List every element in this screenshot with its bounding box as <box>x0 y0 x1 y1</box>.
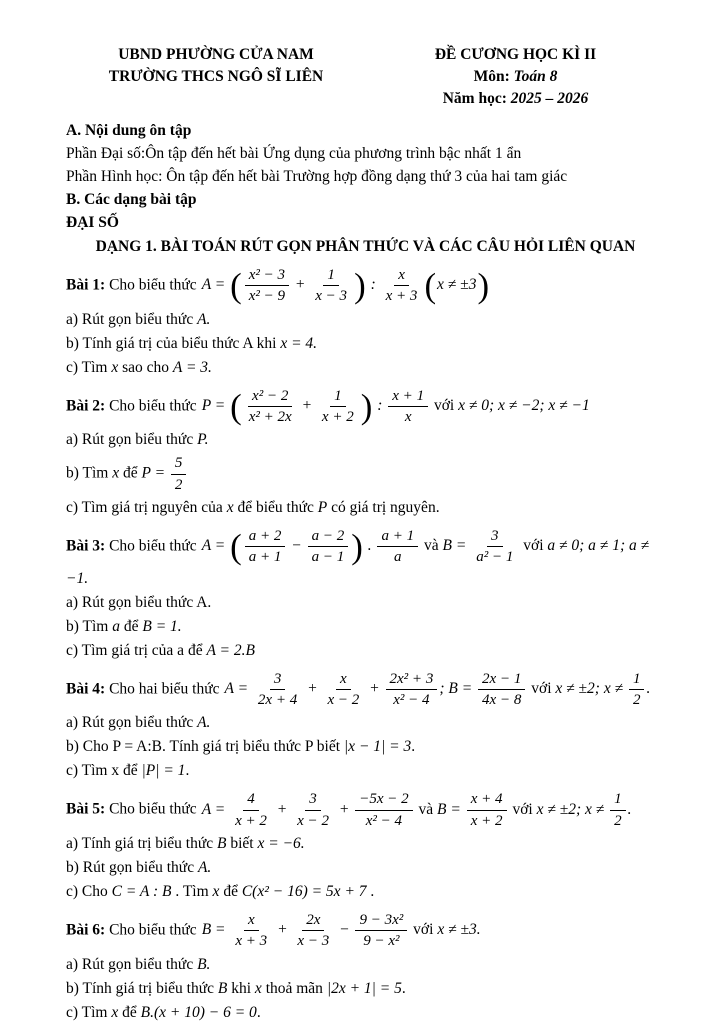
plain-text: . <box>185 762 190 780</box>
section-a-title: A. Nội dung ôn tập <box>66 122 192 139</box>
fraction: $\frac{\text{x² − 2}}{\text{x² + 2x}}$ <box>248 387 292 425</box>
problems <box>66 265 665 1024</box>
problem-item <box>66 881 665 903</box>
math-text: x <box>226 498 234 516</box>
plain-text: và <box>420 537 443 555</box>
plain-text: a) Tính giá trị biểu thức <box>66 834 218 852</box>
problem-statement <box>66 526 665 590</box>
problem-statement <box>66 669 665 711</box>
plain-text: b) Tính giá trị của biểu thức A khi <box>66 334 281 352</box>
plain-text: để <box>119 617 143 635</box>
math-text: P. <box>197 431 209 449</box>
math-text: + <box>291 276 310 294</box>
plain-text: b) Cho P = A:B. Tính giá trị biểu thức P biết <box>66 738 344 756</box>
math-text: P = <box>201 397 230 415</box>
fraction: $\frac{x}{x - 2}$ <box>327 670 360 708</box>
math-text: x <box>111 1003 119 1021</box>
problem-item <box>66 760 665 782</box>
problem-items <box>66 309 665 379</box>
fraction: $\frac{2x}{x - 3}$ <box>297 911 330 950</box>
plain-text: . <box>401 979 406 997</box>
plain-text: b) Tính giá trị biểu thức <box>66 979 218 997</box>
problem-item <box>66 357 665 379</box>
math-text: A = <box>201 537 230 555</box>
plain-text: với <box>430 397 459 415</box>
problem <box>66 386 665 519</box>
plain-text: biết <box>226 834 258 852</box>
problem-formula <box>224 670 651 708</box>
plain-text: a) Rút gọn biểu thức <box>66 714 198 732</box>
plain-text: và <box>414 800 438 818</box>
problem-item <box>66 592 665 614</box>
fraction: $\frac{x + 1}{x}$ <box>388 387 428 427</box>
plain-text: a) Rút gọn biểu thức <box>66 310 198 328</box>
math-text: + <box>334 800 354 818</box>
math-text: x <box>111 358 119 376</box>
fraction: $\frac{x}{x + 3}$ <box>235 911 268 950</box>
math-text: |P| = 1 <box>141 762 186 780</box>
math-text: C = A : B <box>111 882 172 900</box>
math-text: B = 1. <box>142 617 182 635</box>
subject-label: Môn: <box>473 68 510 85</box>
problem-label: Bài 1: <box>66 276 110 294</box>
problem-statement <box>66 910 665 952</box>
problem-item <box>66 833 665 855</box>
problem-item <box>66 736 665 758</box>
problem-item <box>66 857 665 879</box>
problem-item <box>66 954 665 976</box>
math-text: B.(x + 10) − 6 = 0 <box>140 1003 257 1021</box>
subject-line <box>366 66 665 88</box>
math-text: B. <box>197 955 211 973</box>
math-text: P = <box>141 464 169 482</box>
plain-text: sao cho <box>118 358 173 376</box>
plain-text: để <box>118 1003 141 1021</box>
math-text: x <box>254 979 262 997</box>
math-text: + <box>303 680 322 698</box>
plain-text: a) Rút gọn biểu thức A. <box>66 593 212 611</box>
problem-intro: Cho hai biểu thức <box>109 680 220 698</box>
math-text: a ≠ 0; a ≠ 1; a ≠ −1. <box>66 537 653 587</box>
plain-text: . <box>366 882 375 900</box>
plain-text: c) Tìm <box>66 1003 112 1021</box>
math-text: |2x + 1| = 5 <box>326 979 402 997</box>
problem-label: Bài 4: <box>66 680 110 698</box>
fraction: $\frac{\text{2x² + 3}}{\text{x² − 4}}$ <box>386 670 438 710</box>
plain-text: c) Tìm giá trị của a để <box>66 641 207 659</box>
math-text: A = <box>201 800 230 818</box>
problem-item <box>66 712 665 734</box>
math-text: B <box>217 979 228 997</box>
problem-item <box>66 497 665 519</box>
plain-text: . Tìm <box>171 882 213 900</box>
math-text: B = <box>437 800 465 818</box>
math-text: P <box>317 498 328 516</box>
section-b-title: B. Các dạng bài tập <box>66 191 197 208</box>
doc-title: ĐỀ CƯƠNG HỌC KÌ II <box>434 46 597 63</box>
math-text: A. <box>197 858 212 876</box>
plain-text: c) Tìm <box>66 358 112 376</box>
math-text: C(x² − 16) = 5x + 7 <box>241 882 367 900</box>
fraction: $\frac{3}{x - 2}$ <box>297 791 329 829</box>
problem <box>66 526 665 662</box>
math-text: x ≠ ±2; x ≠ <box>536 800 609 818</box>
problem-label: Bài 3: <box>66 537 110 555</box>
math-text: B = <box>442 537 471 555</box>
fraction: $\frac{x + 4}{x + 2}$ <box>467 790 507 830</box>
big-paren: ( <box>424 266 437 305</box>
math-text: x <box>212 882 220 900</box>
fraction: $\frac{1}{2}$ <box>610 790 626 830</box>
document-header <box>66 44 665 110</box>
math-text: x = 4. <box>280 334 318 352</box>
problem-formula <box>201 911 481 950</box>
year-line <box>366 88 665 110</box>
problem-item <box>66 640 665 662</box>
problem-item <box>66 333 665 355</box>
plain-text: . <box>256 1003 261 1021</box>
plain-text: với <box>409 921 438 939</box>
big-paren: ) <box>360 386 373 426</box>
plain-text: để <box>119 464 142 482</box>
big-paren: ) <box>354 266 366 305</box>
math-text: x ≠ ±3 <box>437 276 477 294</box>
math-text: − <box>335 921 354 939</box>
header-right <box>366 44 665 110</box>
fraction: $\frac{4}{x + 2}$ <box>235 791 267 829</box>
year-value: 2025 – 2026 <box>510 90 589 107</box>
fraction: $\frac{5}{2}$ <box>171 454 187 494</box>
fraction: $\frac{a + 2}{a + 1}$ <box>245 527 286 567</box>
problem-items <box>66 592 665 662</box>
fraction: $\frac{x}{x + 3}$ <box>385 267 418 305</box>
fraction: $\frac{a - 2}{a - 1}$ <box>308 527 349 567</box>
math-text: A = <box>224 680 252 698</box>
algebra-heading: ĐẠI SỐ <box>66 214 119 231</box>
problem-items <box>66 712 665 782</box>
big-paren: ) <box>351 526 363 566</box>
fraction: $\frac{1}{x + 2}$ <box>321 387 354 425</box>
problem-intro: Cho biểu thức <box>109 921 197 939</box>
math-text: + <box>273 921 292 939</box>
plain-text: c) Tìm giá trị nguyên của <box>66 498 227 516</box>
math-text: a <box>112 617 120 635</box>
math-text: A = 3. <box>172 358 212 376</box>
math-text: x ≠ ±2; x ≠ <box>555 680 627 698</box>
big-paren: ( <box>230 386 242 426</box>
problem-intro: Cho biểu thức <box>109 276 197 294</box>
section-a-line-geometry: Phần Hình học: Ôn tập đến hết bài Trường hợp đồng dạng thứ 3 của hai tam giác <box>66 168 568 185</box>
math-text: + <box>365 680 384 698</box>
problem-label: Bài 6: <box>66 921 110 939</box>
fraction: $\frac{\text{9 − 3x²}}{\text{9 − x²}}$ <box>355 911 407 951</box>
problem-item <box>66 616 665 638</box>
math-text: . <box>627 800 632 818</box>
problem-label: Bài 2: <box>66 397 110 415</box>
math-text: B <box>217 834 227 852</box>
fraction: $\frac{2x - 1}{4x - 8}$ <box>478 670 525 710</box>
plain-text: b) Tìm <box>66 464 113 482</box>
dang1-heading: DẠNG 1. BÀI TOÁN RÚT GỌN PHÂN THỨC VÀ CÁC CÂU HỎI LIÊN QUAN <box>95 238 636 255</box>
subject-value: Toán 8 <box>513 68 558 85</box>
problem <box>66 669 665 783</box>
problem-item <box>66 1002 665 1024</box>
math-text: A. <box>197 310 211 328</box>
problem-intro: Cho biểu thức <box>109 537 197 555</box>
math-text: A = 2.B <box>206 641 255 659</box>
problem-items <box>66 429 665 519</box>
fraction: $\frac{a + 1}{a}$ <box>377 527 418 567</box>
math-text: x = −6. <box>257 834 305 852</box>
problem <box>66 265 665 379</box>
problem-label: Bài 5: <box>66 800 110 818</box>
fraction: $\frac{\text{x² − 3}}{\text{x² − 9}}$ <box>245 266 289 306</box>
problem-items <box>66 833 665 903</box>
plain-text: a) Rút gọn biểu thức <box>66 431 198 449</box>
problem <box>66 789 665 903</box>
section-a-line-algebra: Phần Đại số:Ôn tập đến hết bài Ứng dụng của phương trình bậc nhất 1 ẩn <box>66 145 522 162</box>
header-left <box>66 44 366 110</box>
math-text: |x − 1| = 3 <box>343 738 412 756</box>
plain-text: để <box>219 882 242 900</box>
math-text: . <box>363 537 376 555</box>
plain-text: thoả mãn <box>261 979 327 997</box>
school-name: TRƯỜNG THCS NGÔ SĨ LIÊN <box>108 68 324 85</box>
plain-text: b) Rút gọn biểu thức <box>66 858 198 876</box>
math-text: x <box>112 464 120 482</box>
plain-text: với <box>508 800 537 818</box>
problem-intro: Cho biểu thức <box>109 800 197 818</box>
problem-statement <box>66 789 665 831</box>
math-text: A. <box>197 714 211 732</box>
plain-text: để biểu thức <box>233 498 318 516</box>
plain-text: c) Tìm x để <box>66 762 142 780</box>
big-paren: ( <box>230 266 242 305</box>
fraction: $\frac{-5x - 2}{\text{x² − 4}}$ <box>355 790 412 830</box>
problem-formula <box>201 791 632 829</box>
math-text: − <box>287 537 306 555</box>
math-text: + <box>272 800 292 818</box>
plain-text: c) Cho <box>66 882 112 900</box>
math-text: : <box>366 276 380 294</box>
plain-text: . <box>411 738 416 756</box>
problem-formula <box>201 266 490 305</box>
math-text: ; B = <box>439 680 477 698</box>
fraction: $\frac{1}{2}$ <box>629 670 645 710</box>
math-text: x ≠ 0; x ≠ −2; x ≠ −1 <box>458 397 590 415</box>
fraction: $\frac{1}{x - 3}$ <box>315 267 348 305</box>
plain-text: có giá trị nguyên. <box>327 498 440 516</box>
math-text: A = <box>201 276 230 294</box>
math-text: x ≠ ±3. <box>437 921 481 939</box>
problem-statement <box>66 265 665 307</box>
fraction: $\frac{3}{2x + 4}$ <box>257 670 298 708</box>
problem-item <box>66 309 665 331</box>
plain-text: b) Tìm <box>66 617 113 635</box>
problem-items <box>66 954 665 1024</box>
problem-item <box>66 429 665 451</box>
plain-text: với <box>519 537 548 555</box>
fraction: $\frac{3}{\text{a² − 1}}$ <box>476 527 514 566</box>
problem-formula <box>201 386 590 426</box>
math-text: : <box>373 397 387 415</box>
math-text: + <box>297 397 316 415</box>
problem-intro: Cho biểu thức <box>109 397 197 415</box>
math-text: . <box>646 680 651 698</box>
problem-item <box>66 978 665 1000</box>
year-label: Năm học: <box>442 90 507 107</box>
problem-item <box>66 453 665 495</box>
math-text: B = <box>201 921 230 939</box>
problem-statement <box>66 386 665 428</box>
plain-text: với <box>527 680 556 698</box>
plain-text: a) Rút gọn biểu thức <box>66 955 198 973</box>
org-name: UBND PHƯỜNG CỬA NAM <box>118 46 314 63</box>
big-paren: ( <box>230 526 242 566</box>
plain-text: khi <box>227 979 255 997</box>
problem <box>66 910 665 1024</box>
big-paren: ) <box>477 266 490 305</box>
